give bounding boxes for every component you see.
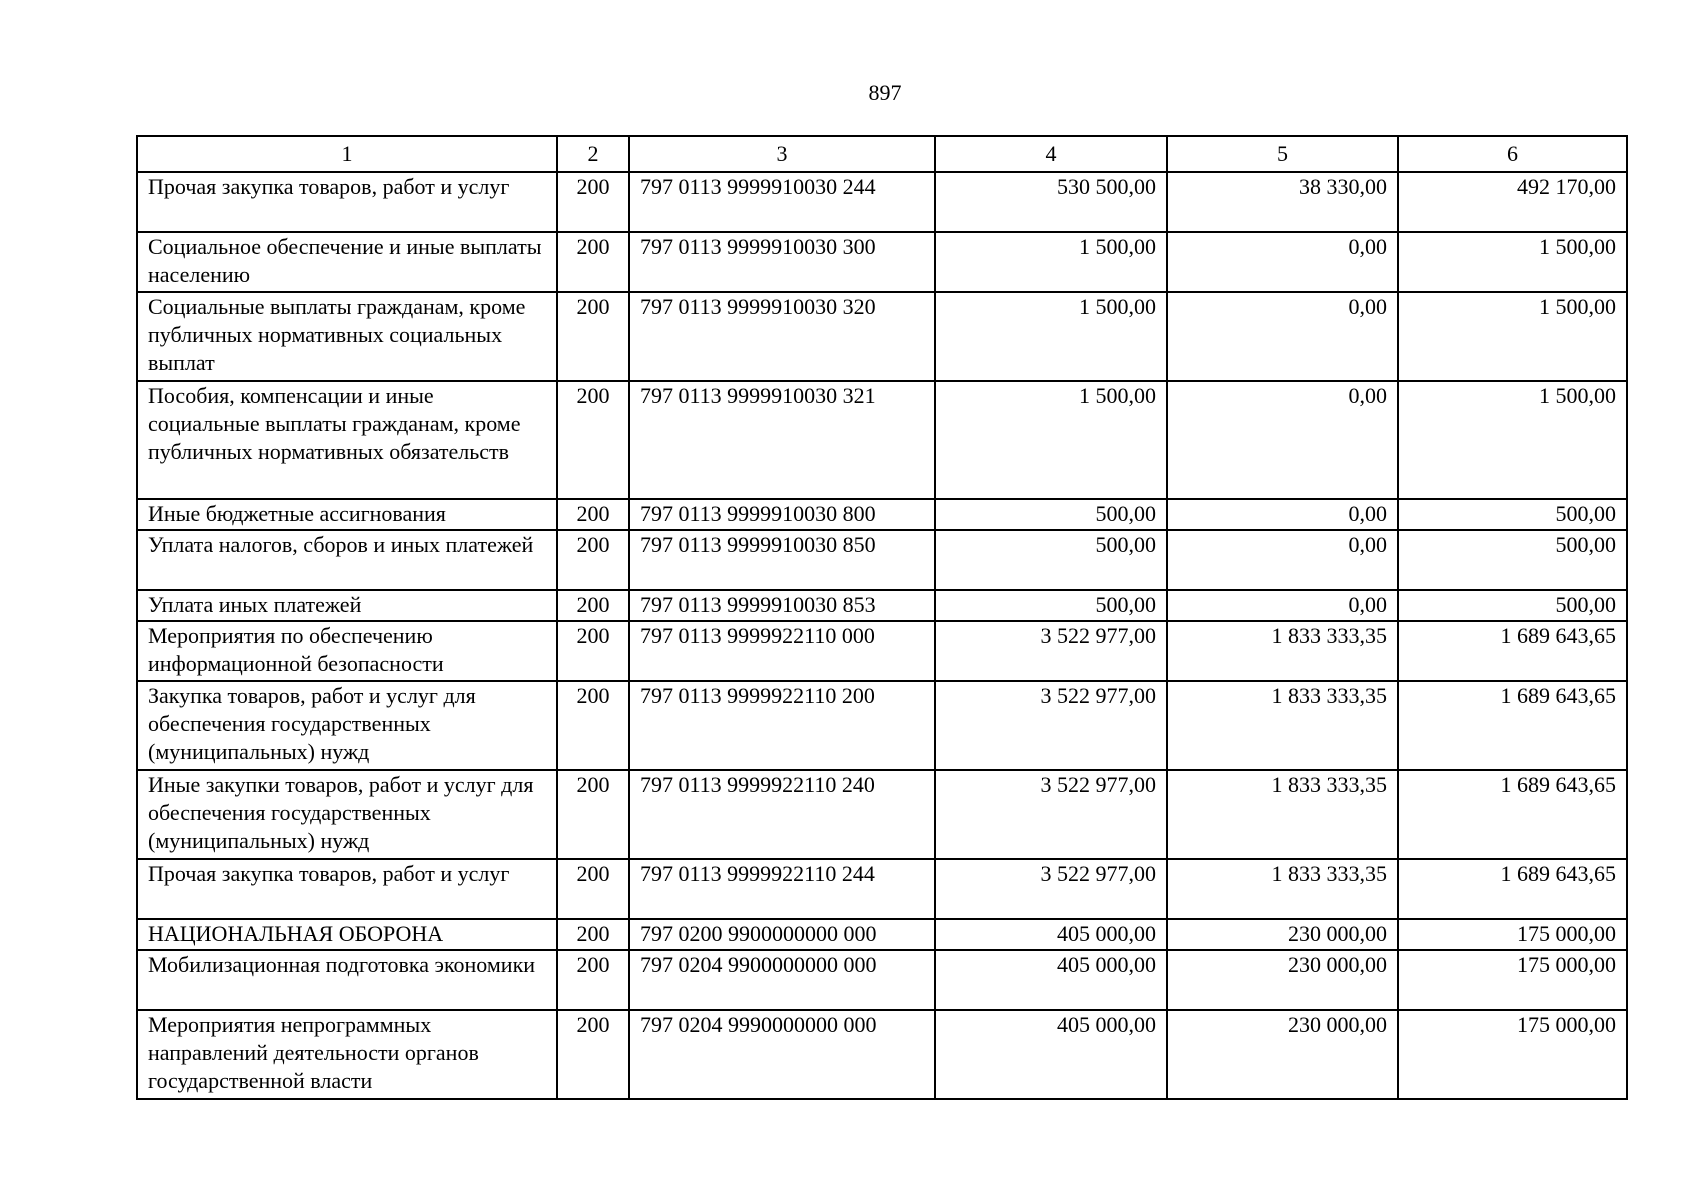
row-col4-cell: 530 500,00 bbox=[935, 172, 1167, 232]
table-row bbox=[137, 621, 1627, 681]
row-col4-cell: 1 500,00 bbox=[935, 232, 1167, 292]
row-col5-cell: 0,00 bbox=[1167, 381, 1398, 499]
row-classification-cell: 797 0113 9999910030 850 bbox=[629, 530, 935, 590]
row-code-cell: 200 bbox=[557, 499, 629, 530]
row-name-cell: Социальные выплаты гражданам, кроме публичных нормативных социальных выплат bbox=[137, 292, 557, 381]
row-col4-cell: 1 500,00 bbox=[935, 381, 1167, 499]
row-classification-cell: 797 0113 9999922110 240 bbox=[629, 770, 935, 859]
row-name-cell: Мобилизационная подготовка экономики bbox=[137, 950, 557, 1010]
row-classification-cell: 797 0113 9999910030 853 bbox=[629, 590, 935, 621]
table-row bbox=[137, 530, 1627, 590]
row-code-cell: 200 bbox=[557, 530, 629, 590]
row-col4-cell: 1 500,00 bbox=[935, 292, 1167, 381]
row-name-cell: Прочая закупка товаров, работ и услуг bbox=[137, 859, 557, 919]
row-classification-cell: 797 0204 9900000000 000 bbox=[629, 950, 935, 1010]
table-row bbox=[137, 681, 1627, 770]
row-name-cell: Мероприятия непрограммных направлений деятельности органов государственной власти bbox=[137, 1010, 557, 1099]
table-row bbox=[137, 770, 1627, 859]
page-number: 897 bbox=[868, 80, 902, 105]
row-code-cell: 200 bbox=[557, 172, 629, 232]
row-classification-cell: 797 0113 9999910030 320 bbox=[629, 292, 935, 381]
row-name-cell: Социальное обеспечение и иные выплаты населению bbox=[137, 232, 557, 292]
row-col6-cell: 1 500,00 bbox=[1398, 381, 1627, 499]
column-header: 6 bbox=[1398, 136, 1627, 172]
column-header: 4 bbox=[935, 136, 1167, 172]
row-col5-cell: 0,00 bbox=[1167, 232, 1398, 292]
row-col6-cell: 1 689 643,65 bbox=[1398, 859, 1627, 919]
row-col5-cell: 1 833 333,35 bbox=[1167, 681, 1398, 770]
row-col5-cell: 0,00 bbox=[1167, 590, 1398, 621]
row-classification-cell: 797 0113 9999922110 200 bbox=[629, 681, 935, 770]
row-col4-cell: 3 522 977,00 bbox=[935, 859, 1167, 919]
row-classification-cell: 797 0113 9999910030 300 bbox=[629, 232, 935, 292]
row-col4-cell: 3 522 977,00 bbox=[935, 770, 1167, 859]
row-code-cell: 200 bbox=[557, 590, 629, 621]
row-name-cell: Прочая закупка товаров, работ и услуг bbox=[137, 172, 557, 232]
table-row bbox=[137, 919, 1627, 950]
table-row bbox=[137, 950, 1627, 1010]
row-name-cell: Мероприятия по обеспечению информационной безопасности bbox=[137, 621, 557, 681]
row-col6-cell: 1 500,00 bbox=[1398, 292, 1627, 381]
row-code-cell: 200 bbox=[557, 232, 629, 292]
column-header: 5 bbox=[1167, 136, 1398, 172]
row-col4-cell: 405 000,00 bbox=[935, 919, 1167, 950]
table-row bbox=[137, 859, 1627, 919]
row-classification-cell: 797 0113 9999922110 000 bbox=[629, 621, 935, 681]
row-col4-cell: 405 000,00 bbox=[935, 950, 1167, 1010]
row-col6-cell: 1 689 643,65 bbox=[1398, 681, 1627, 770]
table-row bbox=[137, 172, 1627, 232]
row-col6-cell: 500,00 bbox=[1398, 499, 1627, 530]
row-col6-cell: 1 689 643,65 bbox=[1398, 621, 1627, 681]
row-name-cell: Пособия, компенсации и иные социальные выплаты гражданам, кроме публичных нормативных обязательств bbox=[137, 381, 557, 499]
row-col5-cell: 1 833 333,35 bbox=[1167, 770, 1398, 859]
row-name-cell: Иные бюджетные ассигнования bbox=[137, 499, 557, 530]
row-classification-cell: 797 0113 9999910030 800 bbox=[629, 499, 935, 530]
row-col5-cell: 0,00 bbox=[1167, 499, 1398, 530]
row-classification-cell: 797 0204 9990000000 000 bbox=[629, 1010, 935, 1099]
row-col5-cell: 230 000,00 bbox=[1167, 950, 1398, 1010]
row-col5-cell: 0,00 bbox=[1167, 530, 1398, 590]
row-code-cell: 200 bbox=[557, 1010, 629, 1099]
row-col6-cell: 1 500,00 bbox=[1398, 232, 1627, 292]
row-code-cell: 200 bbox=[557, 859, 629, 919]
row-col6-cell: 492 170,00 bbox=[1398, 172, 1627, 232]
row-col4-cell: 500,00 bbox=[935, 530, 1167, 590]
row-code-cell: 200 bbox=[557, 770, 629, 859]
row-classification-cell: 797 0113 9999922110 244 bbox=[629, 859, 935, 919]
row-name-cell: Закупка товаров, работ и услуг для обеспечения государственных (муниципальных) нужд bbox=[137, 681, 557, 770]
row-col5-cell: 38 330,00 bbox=[1167, 172, 1398, 232]
row-col6-cell: 175 000,00 bbox=[1398, 950, 1627, 1010]
row-col4-cell: 3 522 977,00 bbox=[935, 621, 1167, 681]
row-col6-cell: 1 689 643,65 bbox=[1398, 770, 1627, 859]
row-classification-cell: 797 0200 9900000000 000 bbox=[629, 919, 935, 950]
row-classification-cell: 797 0113 9999910030 321 bbox=[629, 381, 935, 499]
row-code-cell: 200 bbox=[557, 381, 629, 499]
table-row bbox=[137, 499, 1627, 530]
row-col5-cell: 230 000,00 bbox=[1167, 1010, 1398, 1099]
column-header: 3 bbox=[629, 136, 935, 172]
row-col4-cell: 500,00 bbox=[935, 499, 1167, 530]
row-col6-cell: 500,00 bbox=[1398, 530, 1627, 590]
row-classification-cell: 797 0113 9999910030 244 bbox=[629, 172, 935, 232]
row-code-cell: 200 bbox=[557, 292, 629, 381]
row-name-cell: Иные закупки товаров, работ и услуг для обеспечения государственных (муниципальных) нужд bbox=[137, 770, 557, 859]
table-row bbox=[137, 590, 1627, 621]
column-header: 1 bbox=[137, 136, 557, 172]
row-col6-cell: 175 000,00 bbox=[1398, 919, 1627, 950]
row-col6-cell: 175 000,00 bbox=[1398, 1010, 1627, 1099]
row-name-cell: Уплата налогов, сборов и иных платежей bbox=[137, 530, 557, 590]
row-code-cell: 200 bbox=[557, 681, 629, 770]
row-col6-cell: 500,00 bbox=[1398, 590, 1627, 621]
column-header: 2 bbox=[557, 136, 629, 172]
row-col4-cell: 405 000,00 bbox=[935, 1010, 1167, 1099]
table-row bbox=[137, 292, 1627, 381]
row-name-cell: НАЦИОНАЛЬНАЯ ОБОРОНА bbox=[137, 919, 557, 950]
row-code-cell: 200 bbox=[557, 621, 629, 681]
row-name-cell: Уплата иных платежей bbox=[137, 590, 557, 621]
row-col4-cell: 3 522 977,00 bbox=[935, 681, 1167, 770]
table-body bbox=[137, 172, 1627, 1099]
row-col5-cell: 230 000,00 bbox=[1167, 919, 1398, 950]
row-col5-cell: 1 833 333,35 bbox=[1167, 859, 1398, 919]
table-row bbox=[137, 232, 1627, 292]
table-row bbox=[137, 381, 1627, 499]
row-code-cell: 200 bbox=[557, 950, 629, 1010]
row-col5-cell: 0,00 bbox=[1167, 292, 1398, 381]
row-col5-cell: 1 833 333,35 bbox=[1167, 621, 1398, 681]
budget-table bbox=[136, 135, 1628, 1100]
table-row bbox=[137, 1010, 1627, 1099]
row-code-cell: 200 bbox=[557, 919, 629, 950]
table-header-row bbox=[137, 136, 1627, 172]
row-col4-cell: 500,00 bbox=[935, 590, 1167, 621]
